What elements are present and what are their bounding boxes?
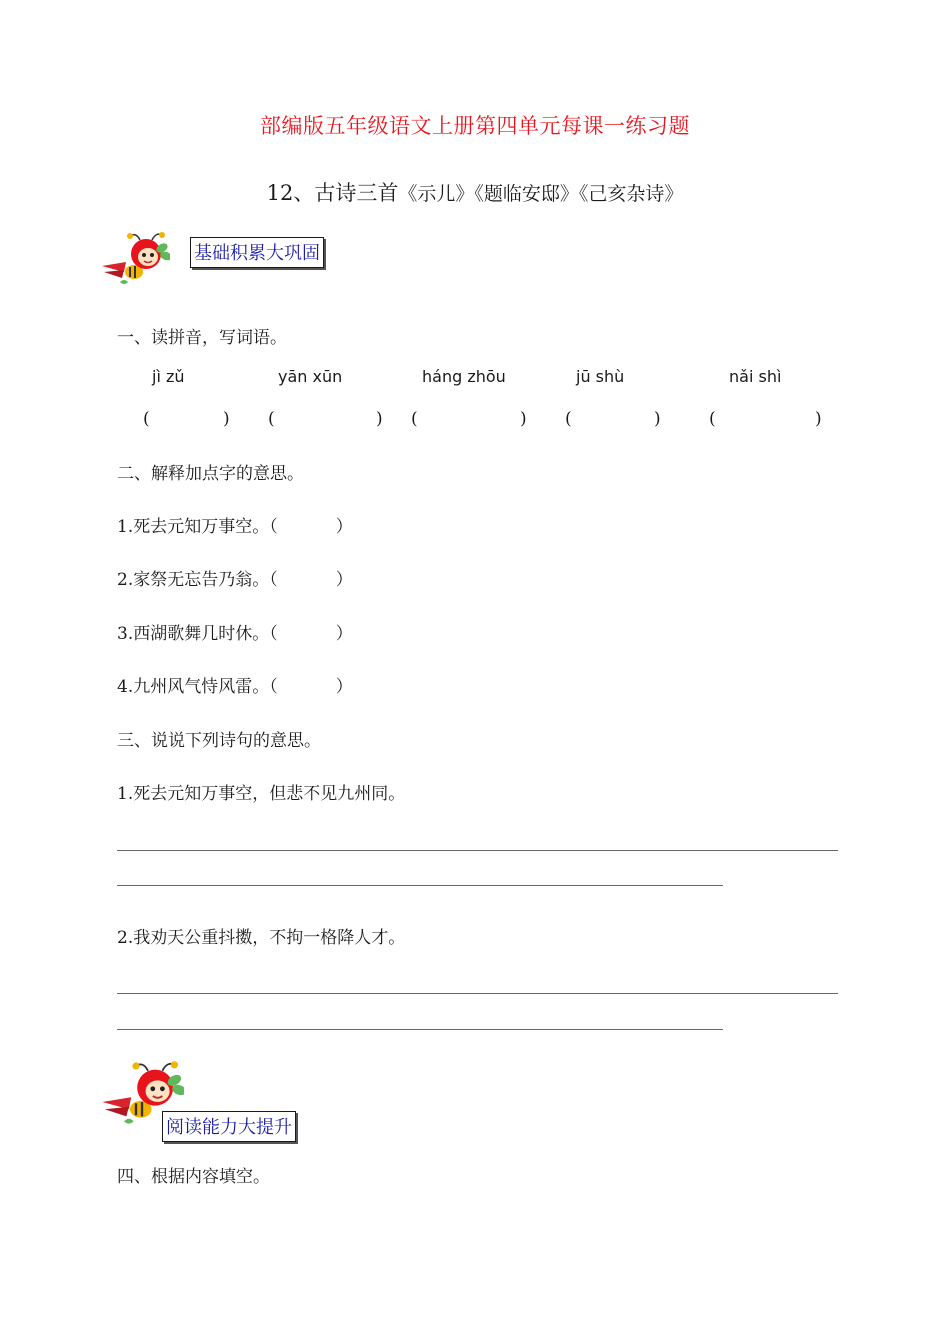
q2-item-2-text: 2.家祭无忘告乃翁。（ [117,570,278,590]
pinyin-5: nǎi shì [729,367,782,386]
q2-item-4-close: ） [335,677,353,697]
q3-item-1: 1.死去元知万事空，但悲不见九州同。 [117,784,406,804]
q2-item-2 [117,565,353,590]
bee-mascot-icon [100,232,170,290]
q2-heading: 二、解释加点字的意思。 [117,464,304,484]
lesson-number: 12、古诗三首 [266,181,399,205]
answer-blank-1-close: ) [223,409,230,429]
answer-blank-3-open[interactable]: ( [411,409,418,429]
answer-blank-5-close: ) [815,409,822,429]
section-badge-basic: 基础积累大巩固 [190,237,324,268]
pinyin-4: jū shù [576,367,625,386]
q3-heading: 三、说说下列诗句的意思。 [117,731,321,751]
q2-item-1-close: ） [335,517,353,537]
answer-blank-2-open[interactable]: ( [268,409,275,429]
answer-blank-5-open[interactable]: ( [709,409,716,429]
q2-item-4-text: 4.九州风气恃风雷。（ [117,677,278,697]
q4-heading: 四、根据内容填空。 [117,1167,270,1187]
pinyin-2: yān xūn [278,367,343,386]
document-title: 部编版五年级语文上册第四单元每课一练习题 [260,114,690,138]
q2-item-1-text: 1.死去元知万事空。（ [117,517,278,537]
answer-blank-4-open[interactable]: ( [565,409,572,429]
answer-blank-2-close: ) [376,409,383,429]
q2-item-3-text: 3.西湖歌舞几时休。（ [117,624,278,644]
q3-answer-line-1a[interactable] [117,850,838,851]
q2-item-4 [117,672,353,697]
q3-answer-line-2a[interactable] [117,993,838,994]
answer-blank-4-close: ) [654,409,661,429]
answer-blank-1-open[interactable]: ( [143,409,150,429]
q3-answer-line-2b[interactable] [117,1029,723,1030]
q2-item-1 [117,512,353,537]
q2-item-2-close: ） [335,570,353,590]
q2-item-3 [117,619,353,644]
pinyin-3: háng zhōu [422,367,506,386]
pinyin-1: jì zǔ [152,367,185,386]
section-badge-reading: 阅读能力大提升 [162,1111,296,1142]
q2-item-3-close: ） [335,624,353,644]
q3-item-2: 2.我劝天公重抖擞，不拘一格降人才。 [117,928,406,948]
q1-heading: 一、读拼音，写词语。 [117,328,287,348]
poem-titles: 《示儿》《题临安邸》《己亥杂诗》 [398,183,684,205]
lesson-subtitle [0,177,950,207]
q3-answer-line-1b[interactable] [117,885,723,886]
answer-blank-3-close: ) [520,409,527,429]
